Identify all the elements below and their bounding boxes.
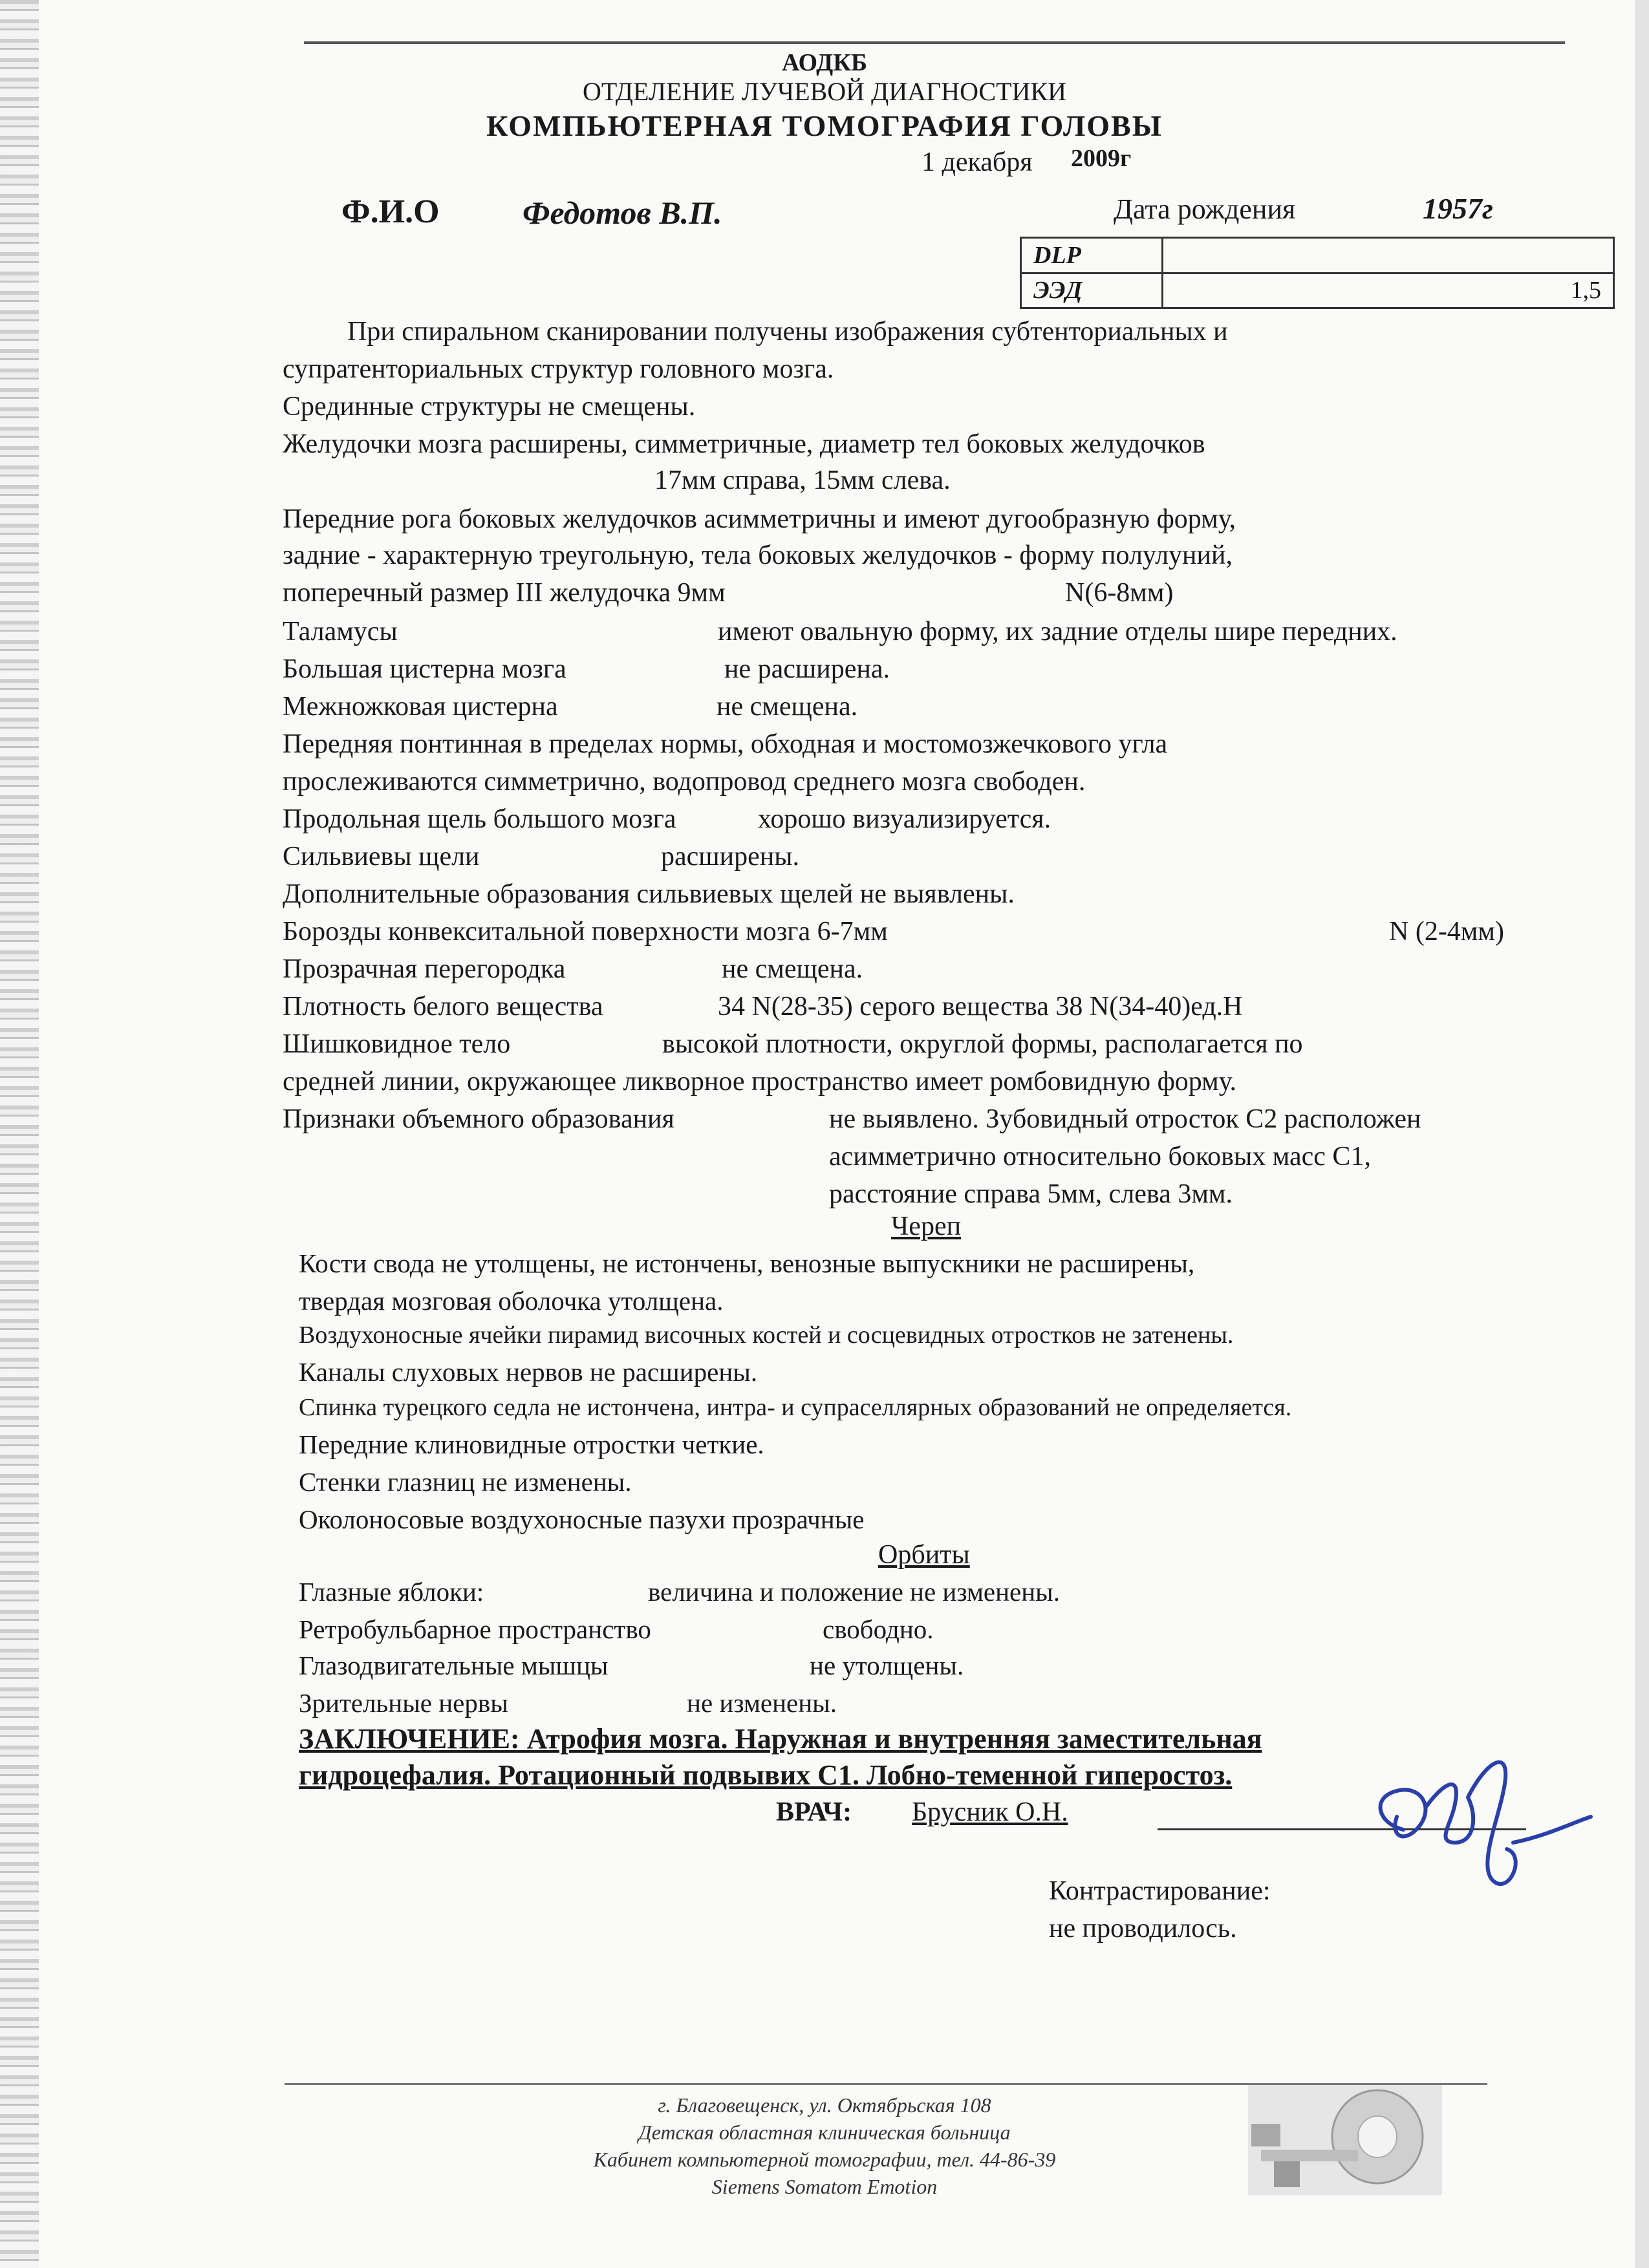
- finding-line: не смещена.: [717, 692, 858, 722]
- skull-line: Околоносовые воздухоносные пазухи прозрачные: [299, 1504, 865, 1534]
- finding-line: поперечный размер III желудочка 9мм: [283, 578, 726, 608]
- finding-line: При спиральном сканировании получены изображения субтенториальных и: [347, 317, 1228, 347]
- finding-line: Желудочки мозга расширены, симметричные, диаметр тел боковых желудочков: [283, 429, 1205, 459]
- skull-line: Кости свода не утолщены, не истончены, венозные выпускники не расширены,: [299, 1248, 1195, 1278]
- department-name: ОТДЕЛЕНИЕ ЛУЧЕВОЙ ДИАГНОСТИКИ: [582, 77, 1067, 106]
- orbits-line: Зрительные нервы: [299, 1688, 508, 1718]
- dob-label: Дата рождения: [1114, 193, 1296, 225]
- finding-line: не выявлено. Зубовидный отросток С2 расположен: [829, 1104, 1421, 1134]
- skull-line: Спинка турецкого седла не истончена, интра- и супраселлярных образований не определяется.: [299, 1394, 1292, 1421]
- skull-heading: Череп: [891, 1212, 962, 1241]
- doctor-label: ВРАЧ:: [776, 1797, 852, 1827]
- orbits-line: Глазодвигательные мышцы: [299, 1651, 609, 1680]
- orbits-heading: Орбиты: [878, 1540, 970, 1570]
- ct-scanner-image: [1248, 2085, 1442, 2195]
- exam-date-year: 2009г: [1071, 145, 1132, 172]
- signature-stroke: [1381, 1762, 1591, 1884]
- finding-line: Большая цистерна мозга: [283, 654, 566, 684]
- skull-line: Воздухоносные ячейки пирамид височных костей и сосцевидных отростков не затенены.: [299, 1321, 1234, 1349]
- dose-row-eed: [1021, 273, 1614, 308]
- skull-line: твердая мозговая оболочка утолщена.: [299, 1286, 724, 1316]
- patient-name: Федотов В.П.: [523, 195, 722, 231]
- contrast-value: не проводилось.: [1049, 1914, 1237, 1943]
- dlp-value: [1163, 238, 1614, 273]
- finding-line: не смещена.: [722, 954, 863, 984]
- org-name: АОДКБ: [781, 49, 868, 76]
- skull-line: Стенки глазниц не изменены.: [299, 1467, 632, 1497]
- eed-label: ЭЭД: [1021, 273, 1163, 308]
- finding-line: задние - характерную треугольную, тела боковых желудочков - форму полулуний,: [283, 540, 1233, 570]
- finding-line: Межножковая цистерна: [283, 692, 558, 722]
- orbits-line: Глазные яблоки:: [299, 1577, 484, 1607]
- finding-line: Срединные структуры не смещены.: [283, 392, 696, 422]
- finding-line: расстояние справа 5мм, слева 3мм.: [829, 1179, 1233, 1209]
- footer-hospital: Детская областная клиническая больница: [638, 2121, 1011, 2144]
- skull-line: Каналы слуховых нервов не расширены.: [299, 1357, 758, 1387]
- footer-department-phone: Кабинет компьютерной томографии, тел. 44-86-39: [593, 2148, 1056, 2171]
- finding-line: имеют овальную форму, их задние отделы шире передних.: [718, 617, 1397, 647]
- finding-line: Дополнительные образования сильвиевых щелей не выявлены.: [283, 879, 1015, 909]
- skull-line: Передние клиновидные отростки четкие.: [299, 1429, 764, 1459]
- eed-value: 1,5: [1163, 273, 1614, 308]
- footer-scanner-model: Siemens Somatom Emotion: [711, 2175, 938, 2198]
- footer-address: г. Благовещенск, ул. Октябрьская 108: [658, 2093, 991, 2117]
- finding-line: прослеживаются симметрично, водопровод среднего мозга свободен.: [283, 767, 1086, 797]
- contrast-label: Контрастирование:: [1049, 1876, 1271, 1906]
- finding-line: средней линии, окружающее ликворное пространство имеет ромбовидную форму.: [283, 1067, 1237, 1097]
- orbits-line: не изменены.: [687, 1688, 837, 1718]
- fio-label: Ф.И.О: [341, 193, 440, 230]
- finding-line: N(6-8мм): [1065, 578, 1174, 608]
- orbits-line: свободно.: [823, 1614, 934, 1644]
- finding-line: Шишковидное тело: [283, 1029, 511, 1059]
- conclusion-line-2: гидроцефалия. Ротационный подвывих С1. Лобно-теменной гиперостоз.: [299, 1759, 1233, 1791]
- orbits-line: Ретробульбарное пространство: [299, 1614, 651, 1644]
- orbits-line: величина и положение не изменены.: [648, 1577, 1060, 1607]
- scanner-bore: [1358, 2116, 1397, 2157]
- scanner-console: [1251, 2124, 1280, 2146]
- doctor-signature: [1364, 1746, 1597, 1894]
- finding-line: Прозрачная перегородка: [283, 954, 566, 984]
- dose-row-dlp: [1021, 238, 1614, 273]
- conclusion-line-1: ЗАКЛЮЧЕНИЕ: Атрофия мозга. Наружная и внутренняя заместительная: [299, 1723, 1262, 1755]
- finding-line: высокой плотности, округлой формы, располагается по: [662, 1029, 1303, 1059]
- dob-value: 1957г: [1423, 192, 1493, 225]
- finding-line: 17мм справа, 15мм слева.: [654, 465, 951, 495]
- dose-table: [1020, 237, 1615, 309]
- finding-line: не расширена.: [724, 654, 890, 684]
- scan-edge-left: [0, 0, 39, 2268]
- header-rule: [304, 41, 1565, 44]
- finding-line: Сильвиевы щели: [283, 842, 480, 872]
- doctor-name: Брусник О.Н.: [912, 1797, 1068, 1827]
- finding-line: Передняя понтинная в пределах нормы, обходная и мостомозжечкового угла: [283, 729, 1168, 759]
- finding-line: Плотность белого вещества: [283, 992, 603, 1022]
- scanner-table: [1261, 2150, 1358, 2161]
- finding-line: N (2-4мм): [1389, 917, 1504, 947]
- finding-line: хорошо визуализируется.: [758, 804, 1051, 834]
- finding-line: 34 N(28-35) серого вещества 38 N(34-40)ед.Н: [718, 992, 1243, 1022]
- finding-line: супратенториальных структур головного мозга.: [283, 354, 834, 384]
- finding-line: асимметрично относительно боковых масс С1,: [829, 1142, 1371, 1171]
- scan-edge-right: [1635, 0, 1649, 2268]
- document-title: КОМПЬЮТЕРНАЯ ТОМОГРАФИЯ ГОЛОВЫ: [486, 109, 1163, 142]
- finding-line: Продольная щель большого мозга: [283, 804, 676, 834]
- scanner-table-base: [1274, 2161, 1300, 2187]
- exam-date-day: 1 декабря: [921, 147, 1033, 177]
- finding-line: Передние рога боковых желудочков асимметричны и имеют дугообразную форму,: [283, 504, 1236, 534]
- orbits-line: не утолщены.: [810, 1651, 964, 1680]
- dlp-label: DLP: [1021, 238, 1163, 273]
- finding-line: Таламусы: [283, 617, 398, 647]
- finding-line: Борозды конвекситальной поверхности мозга 6-7мм: [283, 917, 888, 947]
- finding-line: Признаки объемного образования: [283, 1104, 674, 1134]
- finding-line: расширены.: [661, 842, 799, 872]
